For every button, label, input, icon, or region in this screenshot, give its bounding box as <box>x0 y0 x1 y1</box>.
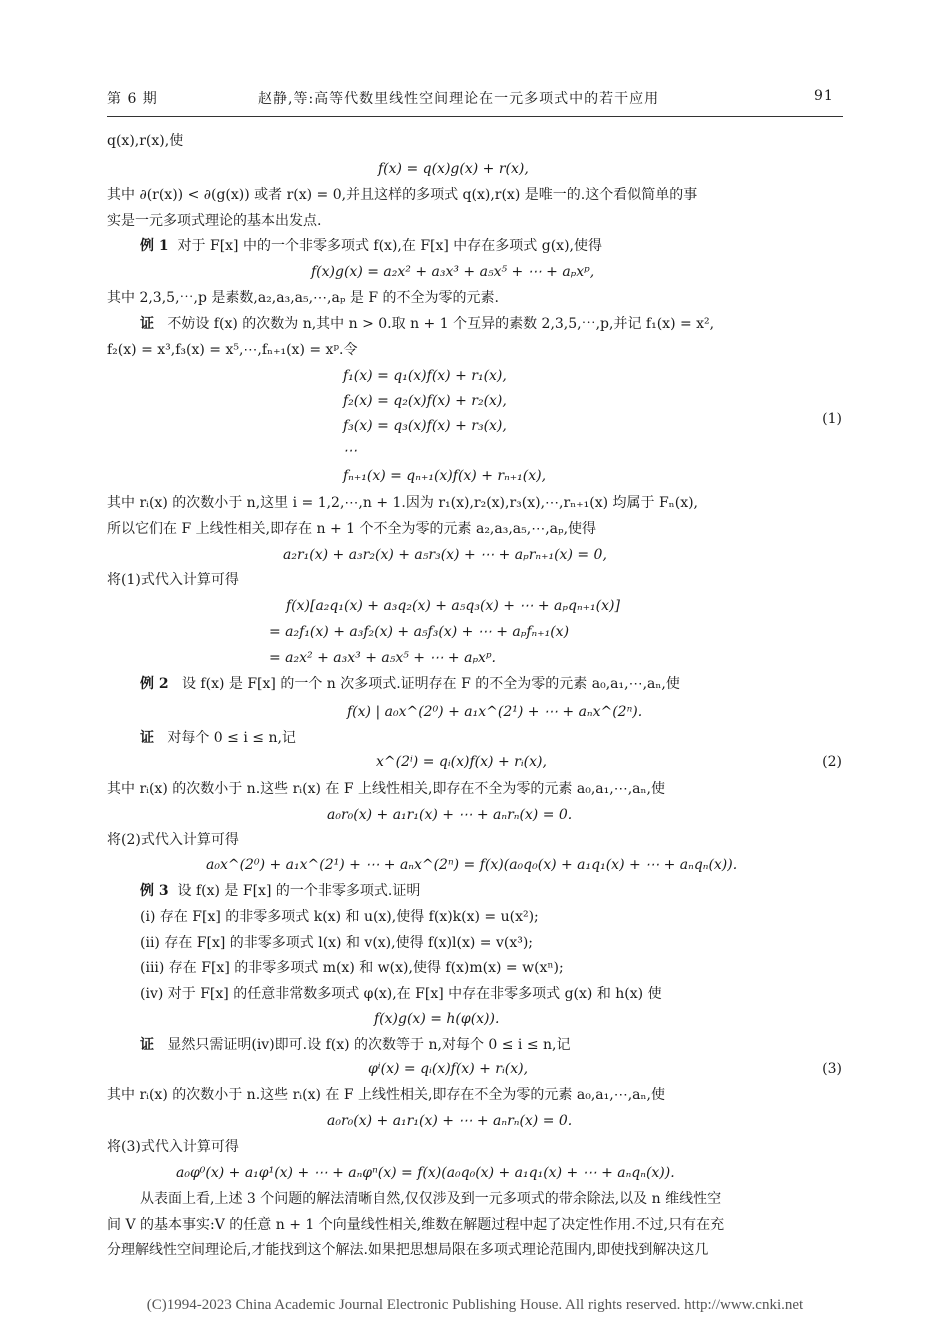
example-text: 设 f(x) 是 F[x] 的一个非零多项式.证明 <box>177 883 421 899</box>
text-line: 从表面上看,上述 3 个问题的解法清晰自然,仅仅涉及到一元多项式的带余除法,以及 n 维线性空 <box>140 1191 722 1207</box>
list-item: (iv) 对于 F[x] 的任意非常数多项式 φ(x),在 F[x] 中存在非零多项式 g(x) 和 h(x) 使 <box>140 986 662 1002</box>
text-line: 其中 ∂(r(x)) < ∂(g(x)) 或者 r(x) = 0,并且这样的多项式 q(x),r(x) 是唯一的.这个看似简单的事 <box>107 187 698 203</box>
equation: a₀φ⁰(x) + a₁φ¹(x) + ⋯ + aₙφⁿ(x) = f(x)(a₀q₀(x) + a₁q₁(x) + ⋯ + aₙqₙ(x)). <box>176 1165 675 1181</box>
equation: f(x) | a₀x^(2⁰) + a₁x^(2¹) + ⋯ + aₙx^(2ⁿ). <box>347 704 643 720</box>
equation-number: (1) <box>822 411 842 427</box>
equation: f(x)[a₂q₁(x) + a₃q₂(x) + a₅q₃(x) + ⋯ + aₚqₙ₊₁(x)] <box>286 598 620 614</box>
proof-text: 不妨设 f(x) 的次数为 n,其中 n > 0.取 n + 1 个互异的素数 2,3,5,⋯,p,并记 f₁(x) = x², <box>167 316 715 332</box>
equation: = a₂f₁(x) + a₃f₂(x) + a₅f₃(x) + ⋯ + aₚfₙ₊₁(x) <box>269 624 570 640</box>
example-label: 例 3 <box>140 883 169 899</box>
text-line: 将(1)式代入计算可得 <box>107 572 239 588</box>
text-line: 所以它们在 F 上线性相关,即存在 n + 1 个不全为零的元素 a₂,a₃,a₅,⋯,aₚ,使得 <box>107 521 597 537</box>
proof-label: 证 <box>140 1037 154 1053</box>
equation: f(x) = q(x)g(x) + r(x), <box>378 161 529 177</box>
example-text: 对于 F[x] 中的一个非零多项式 f(x),在 F[x] 中存在多项式 g(x),使得 <box>177 238 602 254</box>
equation: f₁(x) = q₁(x)f(x) + r₁(x), <box>343 368 507 384</box>
page-number: 91 <box>814 88 834 104</box>
equation-ellipsis: ⋯ <box>343 443 357 459</box>
proof-text: 对每个 0 ≤ i ≤ n,记 <box>167 730 296 746</box>
text-line: 其中 rᵢ(x) 的次数小于 n.这些 rᵢ(x) 在 F 上线性相关,即存在不全为零的元素 a₀,a₁,⋯,aₙ,使 <box>107 781 666 797</box>
proof-label: 证 <box>140 316 154 332</box>
text-line: q(x),r(x),使 <box>107 133 184 149</box>
running-title: 赵静,等:高等代数里线性空间理论在一元多项式中的若干应用 <box>258 91 660 107</box>
proof-text: 显然只需证明(iv)即可.设 f(x) 的次数等于 n,对每个 0 ≤ i ≤ n,记 <box>167 1037 571 1053</box>
text-line: 分理解线性空间理论后,才能找到这个解法.如果把思想局限在多项式理论范围内,即使找到解决这几 <box>107 1242 709 1258</box>
text-line: f₂(x) = x³,f₃(x) = x⁵,⋯,fₙ₊₁(x) = xᵖ.令 <box>107 342 358 358</box>
proof-3 <box>140 1035 876 1055</box>
example-3 <box>140 881 876 901</box>
equation: = a₂x² + a₃x³ + a₅x⁵ + ⋯ + aₚxᵖ. <box>269 650 496 666</box>
list-item: (ii) 存在 F[x] 的非零多项式 l(x) 和 v(x),使得 f(x)l(x) = v(x³); <box>140 935 534 951</box>
copyright-footer: (C)1994-2023 China Academic Journal Electronic Publishing House. All rights reserved. http://www.cnki.net <box>146 1297 804 1313</box>
list-item: (i) 存在 F[x] 的非零多项式 k(x) 和 u(x),使得 f(x)k(x) = u(x²); <box>140 909 539 925</box>
equation: a₀r₀(x) + a₁r₁(x) + ⋯ + aₙrₙ(x) = 0. <box>327 807 573 823</box>
list-item: (iii) 存在 F[x] 的非零多项式 m(x) 和 w(x),使得 f(x)m(x) = w(xⁿ); <box>140 960 564 976</box>
equation: f(x)g(x) = a₂x² + a₃x³ + a₅x⁵ + ⋯ + aₚxᵖ, <box>311 264 595 280</box>
equation-number: (3) <box>822 1061 842 1077</box>
text-line: 间 V 的基本事实:V 的任意 n + 1 个向量线性相关,维数在解题过程中起了决定性作用.不过,只有在充 <box>107 1217 725 1233</box>
equation: f(x)g(x) = h(φ(x)). <box>374 1011 500 1027</box>
example-2 <box>140 674 876 694</box>
equation: f₃(x) = q₃(x)f(x) + r₃(x), <box>343 418 507 434</box>
text-line: 将(2)式代入计算可得 <box>107 832 239 848</box>
header-rule <box>107 116 843 117</box>
equation: fₙ₊₁(x) = qₙ₊₁(x)f(x) + rₙ₊₁(x), <box>343 468 547 484</box>
equation: φⁱ(x) = qᵢ(x)f(x) + rᵢ(x), <box>368 1061 529 1077</box>
example-label: 例 1 <box>140 238 169 254</box>
proof-label: 证 <box>140 730 154 746</box>
proof-1 <box>140 314 876 334</box>
proof-2 <box>140 728 876 748</box>
example-label: 例 2 <box>140 676 169 692</box>
equation: a₀x^(2⁰) + a₁x^(2¹) + ⋯ + aₙx^(2ⁿ) = f(x)(a₀q₀(x) + a₁q₁(x) + ⋯ + aₙqₙ(x)). <box>206 857 738 873</box>
text-line: 其中 rᵢ(x) 的次数小于 n.这些 rᵢ(x) 在 F 上线性相关,即存在不全为零的元素 a₀,a₁,⋯,aₙ,使 <box>107 1087 666 1103</box>
example-1 <box>140 236 876 256</box>
equation: a₂r₁(x) + a₃r₂(x) + a₅r₃(x) + ⋯ + aₚrₙ₊₁(x) = 0, <box>283 547 607 563</box>
equation: f₂(x) = q₂(x)f(x) + r₂(x), <box>343 393 507 409</box>
equation: a₀r₀(x) + a₁r₁(x) + ⋯ + aₙrₙ(x) = 0. <box>327 1113 573 1129</box>
equation-number: (2) <box>822 754 842 770</box>
text-line: 将(3)式代入计算可得 <box>107 1139 239 1155</box>
journal-issue: 第 6 期 <box>107 91 158 107</box>
equation: x^(2ⁱ) = qᵢ(x)f(x) + rᵢ(x), <box>376 754 547 770</box>
text-line: 实是一元多项式理论的基本出发点. <box>107 213 322 229</box>
example-text: 设 f(x) 是 F[x] 的一个 n 次多项式.证明存在 F 的不全为零的元素 a₀,a₁,⋯,aₙ,使 <box>181 676 680 692</box>
text-line: 其中 2,3,5,⋯,p 是素数,a₂,a₃,a₅,⋯,aₚ 是 F 的不全为零的元素. <box>107 290 499 306</box>
text-line: 其中 rᵢ(x) 的次数小于 n,这里 i = 1,2,⋯,n + 1.因为 r₁(x),r₂(x),r₃(x),⋯,rₙ₊₁(x) 均属于 Fₙ(x), <box>107 495 699 511</box>
